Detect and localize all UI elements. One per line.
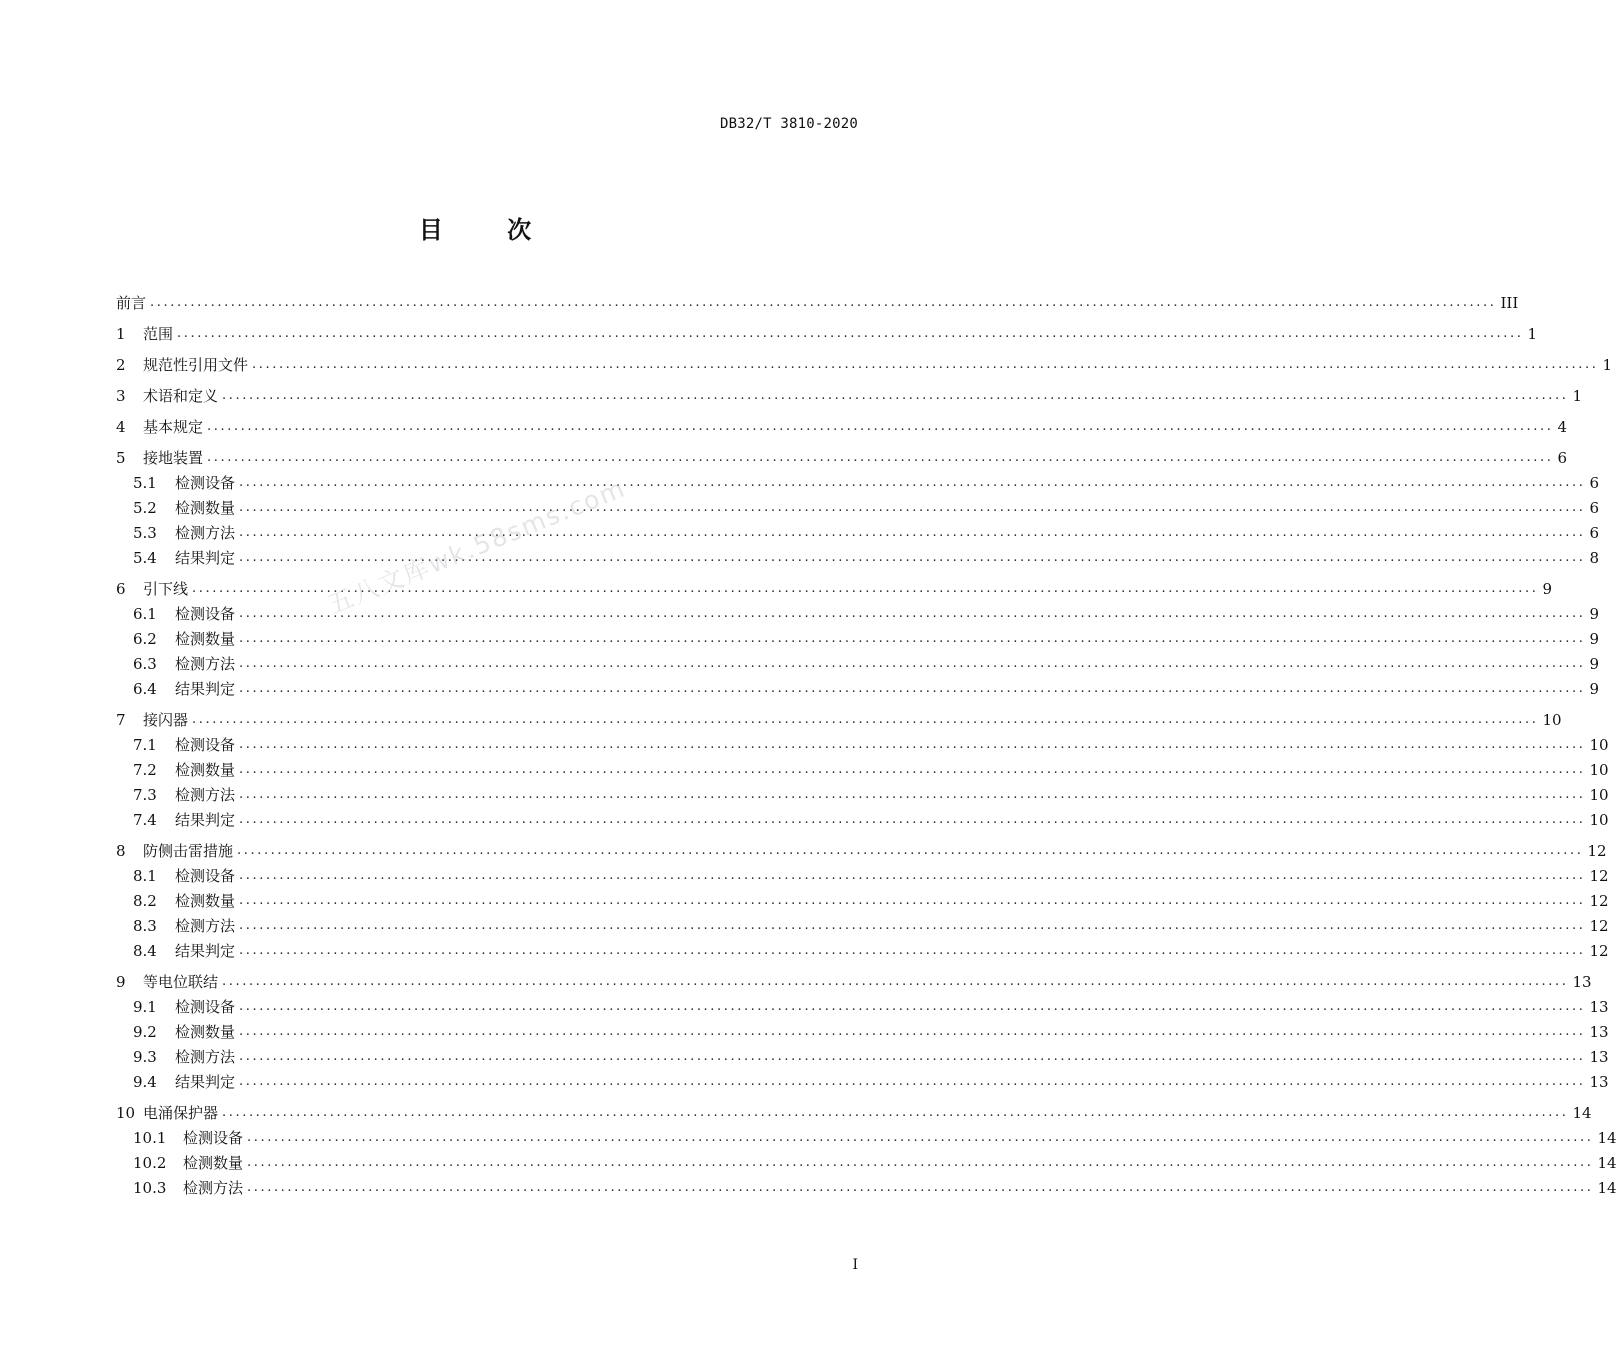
toc-entry-label: 结果判定	[175, 680, 236, 698]
toc-entry-number: 7.2	[133, 761, 157, 779]
toc-entry-page: 1	[1527, 325, 1538, 343]
toc-entry-page: 4	[1557, 418, 1568, 436]
toc-entry-page: 12	[1589, 942, 1609, 960]
page-number: I	[852, 1257, 858, 1273]
toc-entry-label: 检测方法	[183, 1179, 244, 1197]
dot-leader: ........................................................................................................................................................................................................	[239, 737, 1586, 752]
toc-entry[interactable]	[116, 381, 1583, 406]
toc-entry-label: 结果判定	[175, 549, 236, 567]
dot-leader: ........................................................................................................................................................................................................	[222, 388, 1569, 403]
dot-leader: ........................................................................................................................................................................................................	[239, 1024, 1586, 1039]
toc-entry-number: 8	[116, 842, 126, 860]
dot-leader: ........................................................................................................................................................................................................	[239, 868, 1586, 883]
toc-entry-number: 3	[116, 387, 126, 405]
dot-leader: ........................................................................................................................................................................................................	[177, 326, 1524, 341]
toc-entry-label: 结果判定	[175, 811, 236, 829]
toc-entry-number: 5.1	[133, 474, 157, 492]
toc-entry[interactable]	[116, 599, 1600, 624]
toc-entry-number: 10.1	[133, 1129, 167, 1147]
toc-entry-number: 8.2	[133, 892, 157, 910]
toc-entry-label: 范围	[143, 325, 174, 343]
toc-entry-label: 检测设备	[175, 736, 236, 754]
dot-leader: ........................................................................................................................................................................................................	[207, 419, 1554, 434]
toc-entry-label: 基本规定	[143, 418, 204, 436]
toc-entry-page: III	[1500, 294, 1519, 312]
toc-entry-label: 前言	[116, 294, 147, 312]
dot-leader: ........................................................................................................................................................................................................	[239, 631, 1586, 646]
dot-leader: ........................................................................................................................................................................................................	[150, 295, 1497, 310]
toc-entry[interactable]	[116, 1173, 1617, 1198]
toc-entry-page: 9	[1589, 630, 1600, 648]
toc-entry-number: 7.3	[133, 786, 157, 804]
toc-entry[interactable]	[116, 493, 1600, 518]
toc-entry-number: 6.1	[133, 605, 157, 623]
toc-entry[interactable]	[116, 649, 1600, 674]
toc-entry-label: 检测数量	[175, 630, 236, 648]
toc-entry[interactable]	[116, 518, 1600, 543]
toc-entry-page: 14	[1597, 1154, 1617, 1172]
toc-entry-number: 4	[116, 418, 126, 436]
toc-entry-page: 8	[1589, 549, 1600, 567]
toc-entry-page: 13	[1572, 973, 1592, 991]
toc-entry-page: 1	[1572, 387, 1583, 405]
toc-entry[interactable]	[116, 288, 1519, 313]
toc-entry-number: 5.3	[133, 524, 157, 542]
toc-entry-page: 12	[1589, 892, 1609, 910]
toc-entry[interactable]	[116, 319, 1538, 344]
toc-entry-page: 6	[1589, 524, 1600, 542]
toc-entry-number: 8.4	[133, 942, 157, 960]
toc-entry-number: 5	[116, 449, 126, 467]
toc-entry-page: 12	[1589, 917, 1609, 935]
toc-entry-number: 1	[116, 325, 126, 343]
table-of-contents	[116, 288, 1617, 1198]
toc-entry-label: 检测数量	[175, 892, 236, 910]
toc-entry-page: 14	[1597, 1129, 1617, 1147]
toc-entry-label: 结果判定	[175, 1073, 236, 1091]
toc-entry[interactable]	[116, 1148, 1617, 1173]
dot-leader: ........................................................................................................................................................................................................	[239, 525, 1586, 540]
toc-entry-number: 9.2	[133, 1023, 157, 1041]
toc-entry-number: 10.3	[133, 1179, 167, 1197]
toc-entry-page: 6	[1557, 449, 1568, 467]
toc-entry[interactable]	[116, 350, 1613, 375]
toc-entry-page: 9	[1589, 605, 1600, 623]
dot-leader: ........................................................................................................................................................................................................	[239, 550, 1586, 565]
toc-entry[interactable]	[116, 574, 1553, 599]
toc-entry-number: 2	[116, 356, 126, 374]
dot-leader: ........................................................................................................................................................................................................	[239, 918, 1586, 933]
toc-entry-label: 结果判定	[175, 942, 236, 960]
toc-entry-page: 13	[1589, 1073, 1609, 1091]
toc-entry[interactable]	[116, 468, 1600, 493]
toc-entry-label: 接闪器	[143, 711, 189, 729]
dot-leader: ........................................................................................................................................................................................................	[239, 999, 1586, 1014]
toc-entry-label: 术语和定义	[143, 387, 219, 405]
toc-entry-label: 检测设备	[175, 474, 236, 492]
toc-entry[interactable]	[116, 1098, 1592, 1123]
toc-entry-label: 规范性引用文件	[143, 356, 249, 374]
dot-leader: ........................................................................................................................................................................................................	[222, 1105, 1569, 1120]
toc-entry-number: 8.3	[133, 917, 157, 935]
toc-entry-number: 8.1	[133, 867, 157, 885]
toc-entry-number: 5.4	[133, 549, 157, 567]
dot-leader: ........................................................................................................................................................................................................	[239, 893, 1586, 908]
toc-entry[interactable]	[116, 624, 1600, 649]
toc-entry[interactable]	[116, 1042, 1609, 1067]
toc-entry-page: 6	[1589, 499, 1600, 517]
toc-entry[interactable]	[116, 805, 1609, 830]
toc-entry-page: 14	[1572, 1104, 1592, 1122]
toc-entry-number: 9.4	[133, 1073, 157, 1091]
toc-entry[interactable]	[116, 412, 1568, 437]
toc-entry-number: 7	[116, 711, 126, 729]
toc-entry-page: 6	[1589, 474, 1600, 492]
dot-leader: ........................................................................................................................................................................................................	[192, 712, 1539, 727]
toc-entry-number: 7.4	[133, 811, 157, 829]
dot-leader: ........................................................................................................................................................................................................	[239, 812, 1586, 827]
toc-entry-page: 9	[1589, 680, 1600, 698]
toc-entry-number: 6.2	[133, 630, 157, 648]
toc-entry-number: 6.3	[133, 655, 157, 673]
toc-entry[interactable]	[116, 992, 1609, 1017]
toc-entry-number: 6	[116, 580, 126, 598]
toc-entry-page: 12	[1589, 867, 1609, 885]
toc-entry-label: 检测数量	[175, 499, 236, 517]
dot-leader: ........................................................................................................................................................................................................	[239, 500, 1586, 515]
toc-entry[interactable]	[116, 1067, 1609, 1092]
toc-entry-label: 检测数量	[183, 1154, 244, 1172]
toc-entry-page: 10	[1589, 736, 1609, 754]
toc-entry[interactable]	[116, 1017, 1609, 1042]
toc-entry-page: 13	[1589, 1023, 1609, 1041]
dot-leader: ........................................................................................................................................................................................................	[222, 974, 1569, 989]
toc-entry-page: 12	[1587, 842, 1607, 860]
toc-entry-label: 检测方法	[175, 655, 236, 673]
dot-leader: ........................................................................................................................................................................................................	[239, 1074, 1586, 1089]
dot-leader: ........................................................................................................................................................................................................	[239, 787, 1586, 802]
dot-leader: ........................................................................................................................................................................................................	[247, 1180, 1594, 1195]
dot-leader: ........................................................................................................................................................................................................	[239, 762, 1586, 777]
page-title: 目 次	[418, 216, 560, 244]
toc-entry[interactable]	[116, 886, 1609, 911]
toc-entry-number: 5.2	[133, 499, 157, 517]
dot-leader: ........................................................................................................................................................................................................	[239, 1049, 1586, 1064]
toc-entry-label: 检测方法	[175, 917, 236, 935]
toc-entry-number: 7.1	[133, 736, 157, 754]
watermark: 五八文库wk.58sms.com	[323, 473, 630, 620]
toc-entry[interactable]	[116, 674, 1600, 699]
toc-entry-label: 检测数量	[175, 1023, 236, 1041]
toc-entry-page: 13	[1589, 998, 1609, 1016]
toc-entry[interactable]	[116, 967, 1592, 992]
dot-leader: ........................................................................................................................................................................................................	[247, 1155, 1594, 1170]
dot-leader: ........................................................................................................................................................................................................	[207, 450, 1554, 465]
toc-entry-label: 检测方法	[175, 1048, 236, 1066]
toc-entry-label: 检测方法	[175, 524, 236, 542]
dot-leader: ........................................................................................................................................................................................................	[239, 943, 1586, 958]
toc-entry-page: 13	[1589, 1048, 1609, 1066]
toc-entry-label: 电涌保护器	[143, 1104, 219, 1122]
toc-entry[interactable]	[116, 730, 1609, 755]
toc-entry[interactable]	[116, 780, 1609, 805]
toc-entry[interactable]	[116, 911, 1609, 936]
toc-entry-number: 10	[116, 1104, 136, 1122]
toc-entry-number: 10.2	[133, 1154, 167, 1172]
toc-entry-number: 6.4	[133, 680, 157, 698]
dot-leader: ........................................................................................................................................................................................................	[239, 681, 1586, 696]
dot-leader: ........................................................................................................................................................................................................	[247, 1130, 1594, 1145]
toc-entry-number: 9.3	[133, 1048, 157, 1066]
toc-entry[interactable]	[116, 1123, 1617, 1148]
toc-entry-label: 等电位联结	[143, 973, 219, 991]
toc-entry[interactable]	[116, 755, 1609, 780]
toc-entry-label: 检测设备	[175, 998, 236, 1016]
toc-entry[interactable]	[116, 443, 1568, 468]
dot-leader: ........................................................................................................................................................................................................	[239, 475, 1586, 490]
toc-entry[interactable]	[116, 705, 1562, 730]
toc-entry[interactable]	[116, 936, 1609, 961]
toc-entry-page: 14	[1597, 1179, 1617, 1197]
dot-leader: ........................................................................................................................................................................................................	[237, 843, 1584, 858]
dot-leader: ........................................................................................................................................................................................................	[239, 606, 1586, 621]
toc-entry-label: 接地装置	[143, 449, 204, 467]
toc-entry-number: 9	[116, 973, 126, 991]
dot-leader: ........................................................................................................................................................................................................	[239, 656, 1586, 671]
toc-entry-label: 检测设备	[175, 605, 236, 623]
toc-entry[interactable]	[116, 543, 1600, 568]
toc-entry-label: 引下线	[143, 580, 189, 598]
toc-entry[interactable]	[116, 836, 1607, 861]
toc-entry-page: 10	[1542, 711, 1562, 729]
toc-entry-label: 检测数量	[175, 761, 236, 779]
toc-entry-page: 10	[1589, 786, 1609, 804]
toc-entry-page: 10	[1589, 811, 1609, 829]
toc-entry-page: 1	[1602, 356, 1613, 374]
toc-entry-label: 检测设备	[183, 1129, 244, 1147]
toc-entry[interactable]	[116, 861, 1609, 886]
toc-entry-page: 9	[1542, 580, 1553, 598]
toc-entry-page: 9	[1589, 655, 1600, 673]
toc-entry-page: 10	[1589, 761, 1609, 779]
document-code: DB32/T 3810-2020	[719, 116, 858, 132]
toc-entry-label: 检测设备	[175, 867, 236, 885]
toc-entry-number: 9.1	[133, 998, 157, 1016]
toc-entry-label: 检测方法	[175, 786, 236, 804]
dot-leader: ........................................................................................................................................................................................................	[252, 357, 1599, 372]
dot-leader: ........................................................................................................................................................................................................	[192, 581, 1539, 596]
toc-entry-label: 防侧击雷措施	[143, 842, 234, 860]
